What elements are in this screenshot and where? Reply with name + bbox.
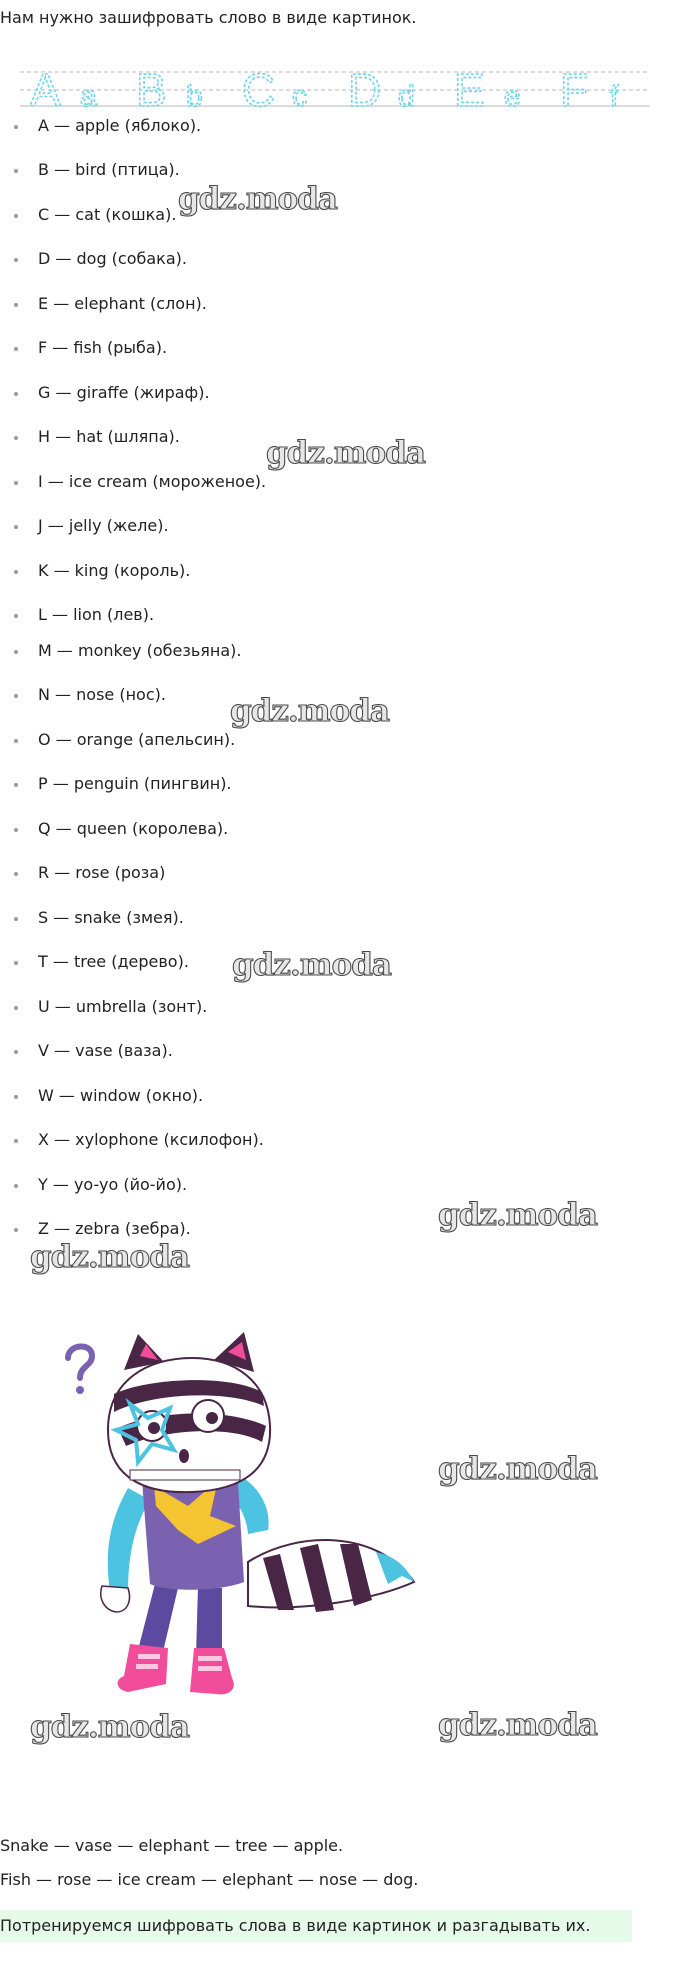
bullet-icon — [14, 125, 18, 129]
alphabet-item-text: V — vase (ваза). — [38, 1041, 173, 1060]
alphabet-list-item — [0, 381, 400, 405]
alphabet-list-item — [0, 861, 400, 885]
bullet-icon — [14, 694, 18, 698]
alphabet-list-item — [0, 292, 400, 316]
alphabet-item-text: F — fish (рыба). — [38, 338, 168, 357]
alphabet-item-text: E — elephant (слон). — [38, 294, 207, 313]
banner-letter-upper: C — [242, 64, 276, 116]
bullet-icon — [14, 1006, 18, 1010]
alphabet-item-text: C — cat (кошка). — [38, 205, 177, 224]
alphabet-list-item — [0, 247, 400, 271]
bullet-icon — [14, 436, 18, 440]
alphabet-item-text: K — king (король). — [38, 561, 191, 580]
banner-letter-lower: e — [504, 80, 521, 113]
alphabet-item-text: Z — zebra (зебра). — [38, 1219, 191, 1238]
banner-letter-upper: D — [348, 64, 382, 116]
alphabet-item-text: J — jelly (желе). — [38, 516, 169, 535]
alphabet-list-item — [0, 1128, 400, 1152]
alphabet-list-item — [0, 772, 400, 796]
intro-text: Нам нужно зашифровать слово в виде картинок. — [0, 8, 417, 27]
watermark: gdz.moda — [230, 693, 389, 729]
banner-letter-upper: A — [30, 64, 61, 116]
alphabet-item-text: G — giraffe (жираф). — [38, 383, 210, 402]
banner-letter-upper: E — [454, 64, 485, 116]
banner-letter-lower: d — [398, 80, 415, 113]
alphabet-item-text: U — umbrella (зонт). — [38, 997, 208, 1016]
alphabet-item-text: Y — yo-yo (йо-йо). — [38, 1175, 188, 1194]
watermark: gdz.moda — [266, 435, 425, 471]
alphabet-item-text: N — nose (нос). — [38, 685, 166, 704]
bullet-icon — [14, 258, 18, 262]
alphabet-item-text: P — penguin (пингвин). — [38, 774, 232, 793]
alphabet-list-item — [0, 114, 400, 138]
alphabet-list-item — [0, 514, 400, 538]
alphabet-list-item — [0, 817, 400, 841]
bullet-icon — [14, 739, 18, 743]
watermark: gdz.moda — [438, 1197, 597, 1233]
alphabet-list-item — [0, 995, 400, 1019]
question-mark-icon — [68, 1346, 92, 1394]
watermark: gdz.moda — [30, 1709, 189, 1745]
alphabet-item-text: W — window (окно). — [38, 1086, 204, 1105]
alphabet-list-item — [0, 1173, 400, 1197]
alphabet-item-text: R — rose (роза) — [38, 863, 166, 882]
alphabet-item-text: D — dog (собака). — [38, 249, 187, 268]
alphabet-item-text: T — tree (дерево). — [38, 952, 189, 971]
alphabet-list-item — [0, 639, 400, 663]
banner-letter-upper: F — [560, 64, 589, 116]
bullet-icon — [14, 570, 18, 574]
bullet-icon — [14, 169, 18, 173]
alphabet-list-item — [0, 1039, 400, 1063]
bullet-icon — [14, 1095, 18, 1099]
bullet-icon — [14, 614, 18, 618]
watermark: gdz.moda — [438, 1451, 597, 1487]
bullet-icon — [14, 392, 18, 396]
note-box: Потренируемся шифровать слова в виде картинок и разгадывать их. — [0, 1910, 632, 1942]
alphabet-list-item — [0, 559, 400, 583]
alphabet-item-text: S — snake (змея). — [38, 908, 184, 927]
bullet-icon — [14, 1184, 18, 1188]
alphabet-item-text: I — ice cream (мороженое). — [38, 472, 267, 491]
alphabet-item-text: Q — queen (королева). — [38, 819, 229, 838]
bullet-icon — [14, 481, 18, 485]
alphabet-list-item — [0, 603, 400, 627]
banner-letter-lower: a — [80, 80, 97, 113]
bullet-icon — [14, 872, 18, 876]
bullet-icon — [14, 525, 18, 529]
answer-line: Fish — rose — ice cream — elephant — nose — dog. — [0, 1870, 419, 1889]
banner-letter-lower: f — [610, 80, 619, 113]
alphabet-list-item — [0, 906, 400, 930]
alphabet-item-text: O — orange (апельсин). — [38, 730, 236, 749]
alphabet-item-text: X — xylophone (ксилофон). — [38, 1130, 264, 1149]
alphabet-list-item — [0, 158, 400, 182]
alphabet-item-text: A — apple (яблоко). — [38, 116, 202, 135]
bullet-icon — [14, 783, 18, 787]
alphabet-item-text: L — lion (лев). — [38, 605, 155, 624]
alphabet-list-item — [0, 1217, 400, 1241]
bullet-icon — [14, 1139, 18, 1143]
bullet-icon — [14, 214, 18, 218]
alphabet-banner-image — [20, 60, 650, 118]
alphabet-list-item — [0, 728, 400, 752]
alphabet-item-text: M — monkey (обезьяна). — [38, 641, 242, 660]
alphabet-item-text: B — bird (птица). — [38, 160, 180, 179]
alphabet-list-item — [0, 1084, 400, 1108]
bullet-icon — [14, 961, 18, 965]
alphabet-list-item — [0, 336, 400, 360]
bullet-icon — [14, 303, 18, 307]
bullet-icon — [14, 917, 18, 921]
bullet-icon — [14, 650, 18, 654]
bullet-icon — [14, 347, 18, 351]
raccoon-illustration — [58, 1330, 428, 1740]
answer-line: Snake — vase — elephant — tree — apple. — [0, 1836, 344, 1855]
watermark: gdz.moda — [438, 1707, 597, 1743]
watermark: gdz.moda — [178, 181, 337, 217]
bullet-icon — [14, 1228, 18, 1232]
alphabet-list-item — [0, 470, 400, 494]
bullet-icon — [14, 828, 18, 832]
banner-letter-upper: B — [136, 64, 167, 116]
bullet-icon — [14, 1050, 18, 1054]
watermark: gdz.moda — [232, 947, 391, 983]
alphabet-item-text: H — hat (шляпа). — [38, 427, 180, 446]
banner-letter-lower: c — [292, 80, 307, 113]
banner-letter-lower: b — [186, 80, 203, 113]
watermark: gdz.moda — [30, 1239, 189, 1275]
